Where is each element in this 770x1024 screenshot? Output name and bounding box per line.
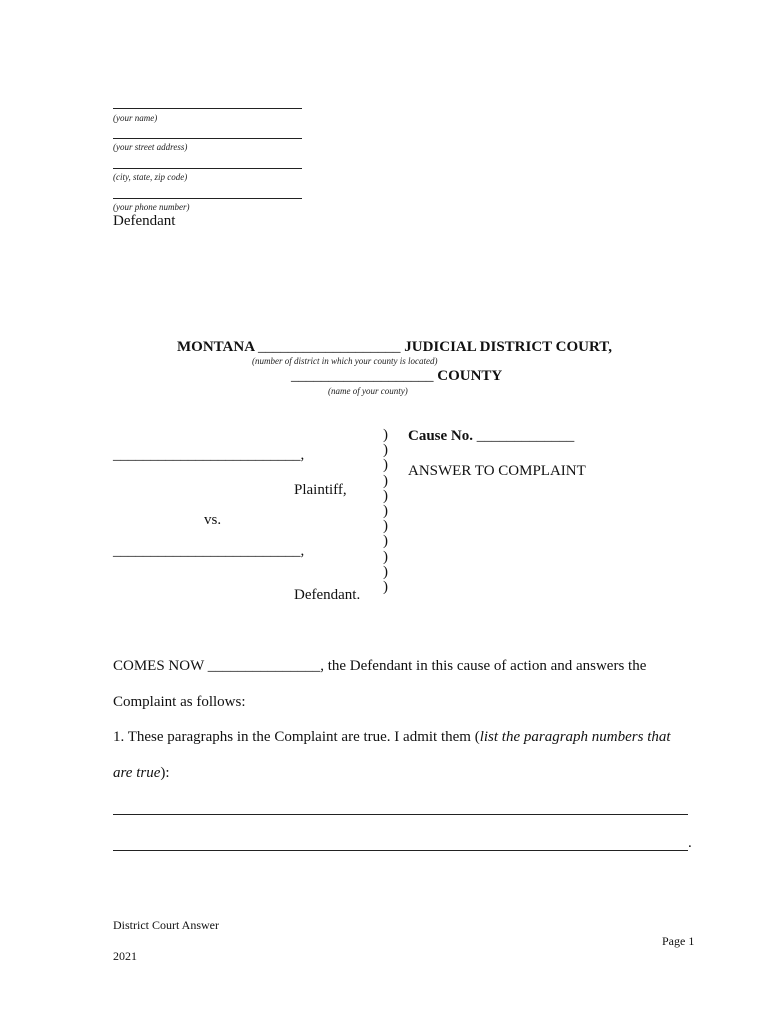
caption-paren: ) [383, 487, 388, 504]
cause-number-blank[interactable]: _____________ [476, 428, 575, 444]
comes-now-continuation: , the Defendant in this cause of action and answers the [320, 658, 647, 674]
street-address-line[interactable] [113, 138, 302, 139]
caption-paren: ) [383, 518, 388, 535]
document-title: ANSWER TO COMPLAINT [408, 463, 586, 479]
footer-year: 2021 [113, 949, 137, 963]
city-state-zip-line[interactable] [113, 168, 302, 169]
plaintiff-name-blank[interactable]: _________________________, [113, 447, 305, 463]
district-hint: (number of district in which your county is located) [252, 356, 438, 366]
city-state-zip-hint: (city, state, zip code) [113, 172, 188, 182]
caption-paren: ) [383, 457, 388, 474]
footer-title: District Court Answer [113, 918, 219, 932]
street-address-hint: (your street address) [113, 142, 188, 152]
caption-parens [383, 428, 393, 595]
comes-now-line-2: Complaint as follows: [113, 694, 246, 710]
caption-paren: ) [383, 442, 388, 459]
item-1-instruction-end: are true [113, 765, 161, 781]
phone-number-hint: (your phone number) [113, 202, 190, 212]
item-1-colon: ): [160, 765, 170, 781]
item-1-line-2 [113, 765, 170, 782]
court-state: MONTANA [177, 339, 255, 355]
caption-paren: ) [383, 533, 388, 550]
item-1-text: 1. These paragraphs in the Complaint are true. I admit them ( [113, 729, 480, 745]
answer-line-1[interactable] [113, 814, 688, 815]
vs-label: vs. [204, 512, 222, 528]
cause-number [408, 428, 574, 445]
county-label: COUNTY [437, 368, 503, 384]
name-hint: (your name) [113, 113, 158, 123]
caption-paren: ) [383, 548, 388, 565]
court-line-1 [177, 339, 612, 356]
court-line-2 [291, 368, 502, 385]
answer-line-2[interactable] [113, 850, 688, 851]
phone-number-line[interactable] [113, 198, 302, 199]
name-line[interactable] [113, 108, 302, 109]
answer-period: . [688, 835, 692, 851]
page-number: Page 1 [662, 934, 695, 948]
defendant-label: Defendant. [294, 587, 361, 603]
court-name: JUDICIAL DISTRICT COURT, [404, 339, 612, 355]
district-number-blank[interactable]: ___________________ [257, 339, 401, 355]
caption-paren: ) [383, 503, 388, 520]
caption-paren: ) [383, 472, 388, 489]
cause-number-label: Cause No. [408, 428, 474, 444]
comes-now-line [113, 658, 646, 675]
header-role: Defendant [113, 213, 176, 229]
item-1-line [113, 729, 671, 746]
caption-paren: ) [383, 579, 388, 596]
defendant-name-blank[interactable]: _________________________, [113, 543, 305, 559]
comes-now-text: COMES NOW [113, 658, 204, 674]
caption-paren: ) [383, 563, 388, 580]
defendant-name-field[interactable]: _______________ [207, 658, 321, 674]
caption-paren: ) [383, 427, 388, 443]
county-name-blank[interactable]: ___________________ [291, 368, 434, 384]
plaintiff-label: Plaintiff, [294, 482, 347, 498]
county-hint: (name of your county) [328, 386, 408, 396]
item-1-instruction: list the paragraph numbers that [479, 729, 671, 745]
